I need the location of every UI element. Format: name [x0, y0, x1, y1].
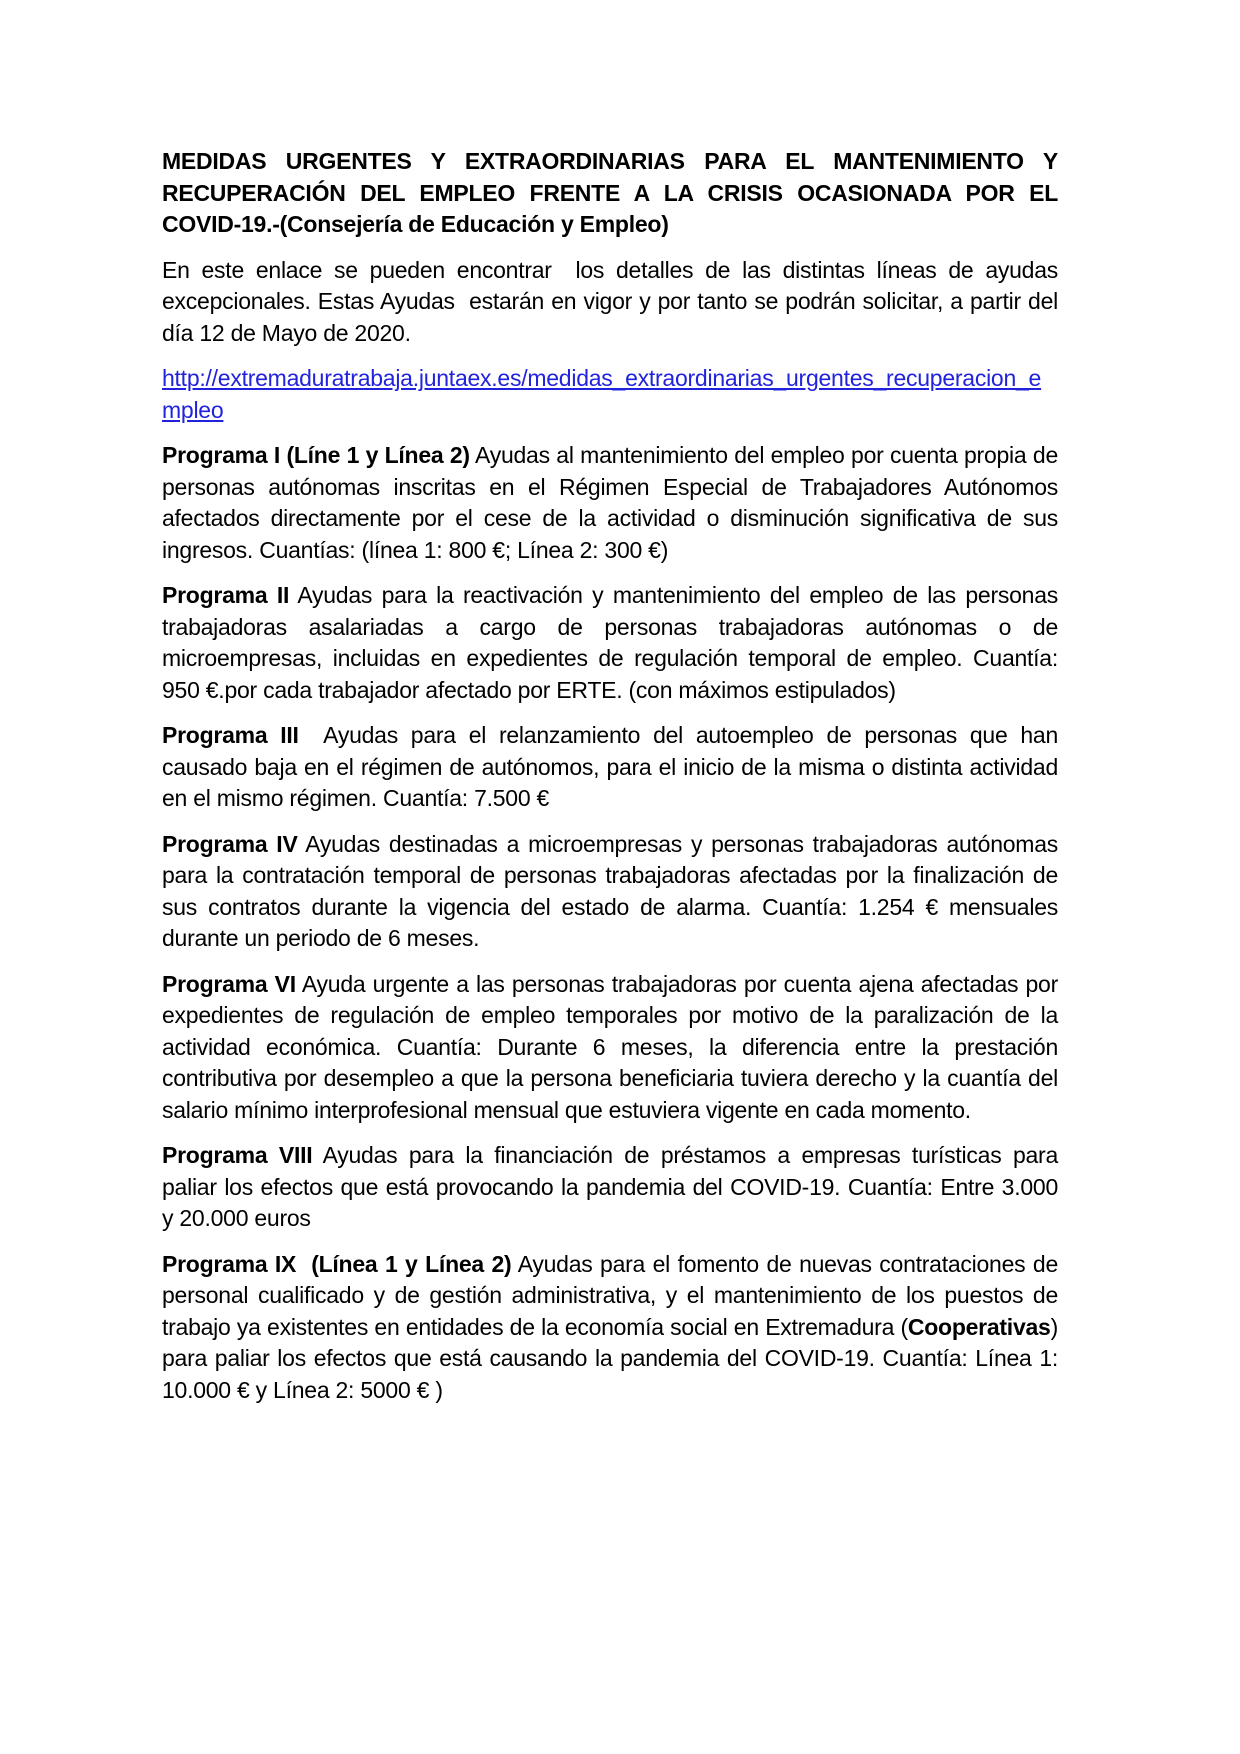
paragraph	[162, 720, 1065, 815]
paragraph	[162, 255, 1065, 350]
bold-run: Programa II	[162, 582, 290, 608]
paragraph	[162, 1249, 1065, 1407]
text-run: Ayudas al mantenimiento del empleo por cuenta propia de personas autónomas inscritas en el Régimen Especial de Trabajadores Autónomos afectados directamente por el cese de la actividad o disminución significativa de sus ingresos. Cuantías: (línea 1: 800 €; Línea 2: 300 €)	[162, 442, 1065, 563]
text-run: Ayudas destinadas a microempresas y personas trabajadoras autónomas para la contratación temporal de personas trabajadoras afectadas por la finalización de sus contratos durante la vigencia del estado de alarma. Cuantía: 1.254 € mensuales durante un periodo de 6 meses.	[162, 830, 1065, 951]
document-title	[162, 146, 1065, 241]
text-run: Ayudas para el fomento de nuevas contrataciones de personal cualificado y de gestión administrativa, y el mantenimiento de los puestos de trabajo ya existentes en entidades de la economía social en Extremadura (	[162, 1250, 1065, 1340]
bold-run: Programa IX (Línea 1 y Línea 2)	[162, 1250, 512, 1277]
text-run: Ayudas para la reactivación y mantenimiento del empleo de las personas trabajadoras asalariadas a cargo de personas trabajadoras autónomas o de microempresas, incluidas en expedientes de regulación temporal de empleo. Cuantía: 950 €.por cada trabajador afectado por ERTE. (con máximos estipulados)	[162, 582, 1065, 703]
bold-run: Programa IV	[162, 830, 298, 857]
bold-run: Cooperativas	[907, 1313, 1051, 1340]
text-run: En este enlace se pueden encontrar los detalles de las distintas líneas de ayudas excepcionales. Estas Ayudas estarán en vigor y por tanto se podrán solicitar, a partir del día 12 de Mayo de 2020.	[162, 256, 1065, 346]
text-run: Ayudas para la financiación de préstamos a empresas turísticas para paliar los efectos que está provocando la pandemia del COVID-19. Cuantía: Entre 3.000 y 20.000 euros	[162, 1142, 1065, 1231]
bold-run: Programa I (Líne 1 y Línea 2)	[162, 442, 470, 468]
document-hyperlink[interactable]: http://extremaduratrabaja.juntaex.es/medidas_extraordinarias_urgentes_recuperacion_empleo	[162, 365, 1042, 423]
paragraph	[162, 1140, 1065, 1235]
paragraph	[162, 829, 1065, 955]
text-run: Ayudas para el relanzamiento del autoempleo de personas que han causado baja en el régimen de autónomos, para el inicio de la misma o distinta actividad en el mismo régimen. Cuantía: 7.500 €	[162, 722, 1065, 811]
bold-run: MEDIDAS URGENTES Y EXTRAORDINARIAS PARA EL MANTENIMIENTO Y RECUPERACIÓN DEL EMPLEO FRENTE A LA CRISIS OCASIONADA POR EL COVID-19.-(Consejería de Educación y Empleo)	[162, 148, 1065, 237]
paragraph	[162, 440, 1065, 566]
text-run: Ayuda urgente a las personas trabajadoras por cuenta ajena afectadas por expedientes de regulación de empleo temporales por motivo de la paralización de la actividad económica. Cuantía: Durante 6 meses, la diferencia entre la prestación contributiva por desempleo a que la persona beneficiaria tuviera derecho y la cuantía del salario mínimo interprofesional mensual que estuviera vigente en cada momento.	[162, 970, 1065, 1123]
paragraph	[162, 580, 1065, 706]
link-paragraph	[162, 363, 1058, 426]
paragraph	[162, 969, 1065, 1127]
bold-run: Programa VI	[162, 970, 296, 997]
bold-run: Programa VIII	[162, 1142, 313, 1168]
document-content	[162, 146, 1065, 1406]
bold-run: Programa III	[162, 722, 299, 748]
text-run: ) para paliar los efectos que está causando la pandemia del COVID-19. Cuantía: Línea 1: 10.000 € y Línea 2: 5000 € )	[162, 1313, 1065, 1403]
